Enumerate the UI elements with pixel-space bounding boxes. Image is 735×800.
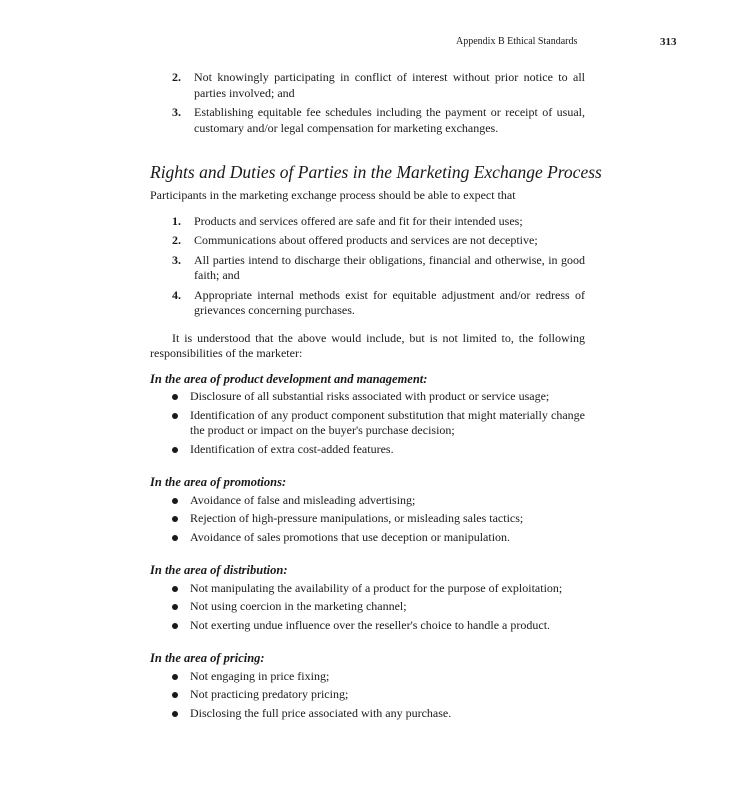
- list-number: 2.: [172, 70, 181, 84]
- bullet-text: Identification of any product component substitution that might materially change the product or impact on the buyer's purchase decision;: [190, 407, 585, 437]
- list-text: Products and services offered are safe and fit for their intended uses;: [194, 213, 523, 228]
- bullet-icon: [172, 447, 178, 453]
- bullet-text: Identification of extra cost-added features.: [190, 441, 394, 456]
- list-text: Establishing equitable fee schedules including the payment or receipt of usual, customary and/or legal compensation for marketing exchanges.: [194, 105, 585, 135]
- continued-numbered-list: [150, 70, 585, 136]
- bullet-item: [150, 530, 585, 546]
- bullet-text: Not engaging in price fixing;: [190, 668, 330, 683]
- list-number: 2.: [172, 233, 181, 247]
- bullet-list: [150, 581, 585, 634]
- responsibilities-intro: It is understood that the above would include, but is not limited to, the following responsibilities of the marketer:: [150, 330, 585, 360]
- bullet-icon: [172, 604, 178, 610]
- list-item: [150, 233, 585, 249]
- bullet-item: [150, 599, 585, 615]
- bullet-icon: [172, 586, 178, 592]
- bullet-icon: [172, 394, 178, 400]
- page-number: 313: [660, 36, 677, 48]
- area-pricing: [150, 651, 585, 721]
- list-item: [150, 70, 585, 101]
- bullet-text: Avoidance of false and misleading advertising;: [190, 492, 416, 507]
- list-number: 4.: [172, 287, 181, 302]
- list-text: All parties intend to discharge their obligations, financial and otherwise, in good faith; and: [194, 252, 585, 282]
- list-text: Not knowingly participating in conflict of interest without prior notice to all parties involved; and: [194, 70, 585, 100]
- bullet-icon: [172, 623, 178, 629]
- list-text: Appropriate internal methods exist for equitable adjustment and/or redress of grievances concerning purchases.: [194, 287, 585, 317]
- bullet-text: Not practicing predatory pricing;: [190, 687, 349, 701]
- bullet-icon: [172, 498, 178, 504]
- expectations-list: [150, 214, 585, 319]
- bullet-item: [150, 442, 585, 458]
- bullet-text: Not using coercion in the marketing channel;: [190, 599, 407, 613]
- bullet-item: [150, 493, 585, 509]
- list-item: [150, 253, 585, 284]
- bullet-item: [150, 511, 585, 527]
- bullet-text: Avoidance of sales promotions that use deception or manipulation.: [190, 529, 511, 544]
- area-promotions: [150, 475, 585, 545]
- bullet-text: Not manipulating the availability of a product for the purpose of exploitation;: [190, 580, 563, 595]
- bullet-list: [150, 389, 585, 457]
- bullet-item: [150, 581, 585, 597]
- section-intro: Participants in the marketing exchange process should be able to expect that: [150, 188, 516, 202]
- list-item: [150, 214, 585, 230]
- list-number: 3.: [172, 105, 181, 119]
- area-heading: In the area of pricing:: [150, 651, 265, 665]
- bullet-item: [150, 408, 585, 439]
- running-head-title: Appendix B Ethical Standards: [456, 36, 578, 47]
- bullet-icon: [172, 711, 178, 717]
- area-product-development: [150, 372, 585, 458]
- list-item: [150, 288, 585, 319]
- bullet-item: [150, 618, 585, 634]
- page-body: [150, 70, 602, 739]
- bullet-list: [150, 669, 585, 722]
- bullet-text: Disclosure of all substantial risks associated with product or service usage;: [190, 389, 550, 403]
- bullet-item: [150, 687, 585, 703]
- bullet-list: [150, 493, 585, 546]
- bullet-text: Disclosing the full price associated with any purchase.: [190, 705, 452, 720]
- list-item: [150, 105, 585, 136]
- area-heading: In the area of product development and management:: [150, 371, 428, 386]
- area-distribution: [150, 563, 585, 633]
- list-number: 3.: [172, 252, 181, 267]
- bullet-item: [150, 669, 585, 685]
- bullet-icon: [172, 692, 178, 698]
- section-heading: Rights and Duties of Parties in the Marketing Exchange Process: [150, 162, 602, 182]
- bullet-item: [150, 389, 585, 405]
- bullet-icon: [172, 413, 178, 419]
- list-number: 1.: [172, 213, 181, 228]
- bullet-icon: [172, 674, 178, 680]
- area-heading: In the area of promotions:: [150, 475, 287, 489]
- bullet-text: Not exerting undue influence over the reseller's choice to handle a product.: [190, 617, 551, 632]
- bullet-item: [150, 706, 585, 722]
- area-heading: In the area of distribution:: [150, 563, 288, 577]
- bullet-icon: [172, 516, 178, 522]
- bullet-icon: [172, 535, 178, 541]
- bullet-text: Rejection of high-pressure manipulations, or misleading sales tactics;: [190, 511, 524, 525]
- list-text: Communications about offered products and services are not deceptive;: [194, 233, 538, 247]
